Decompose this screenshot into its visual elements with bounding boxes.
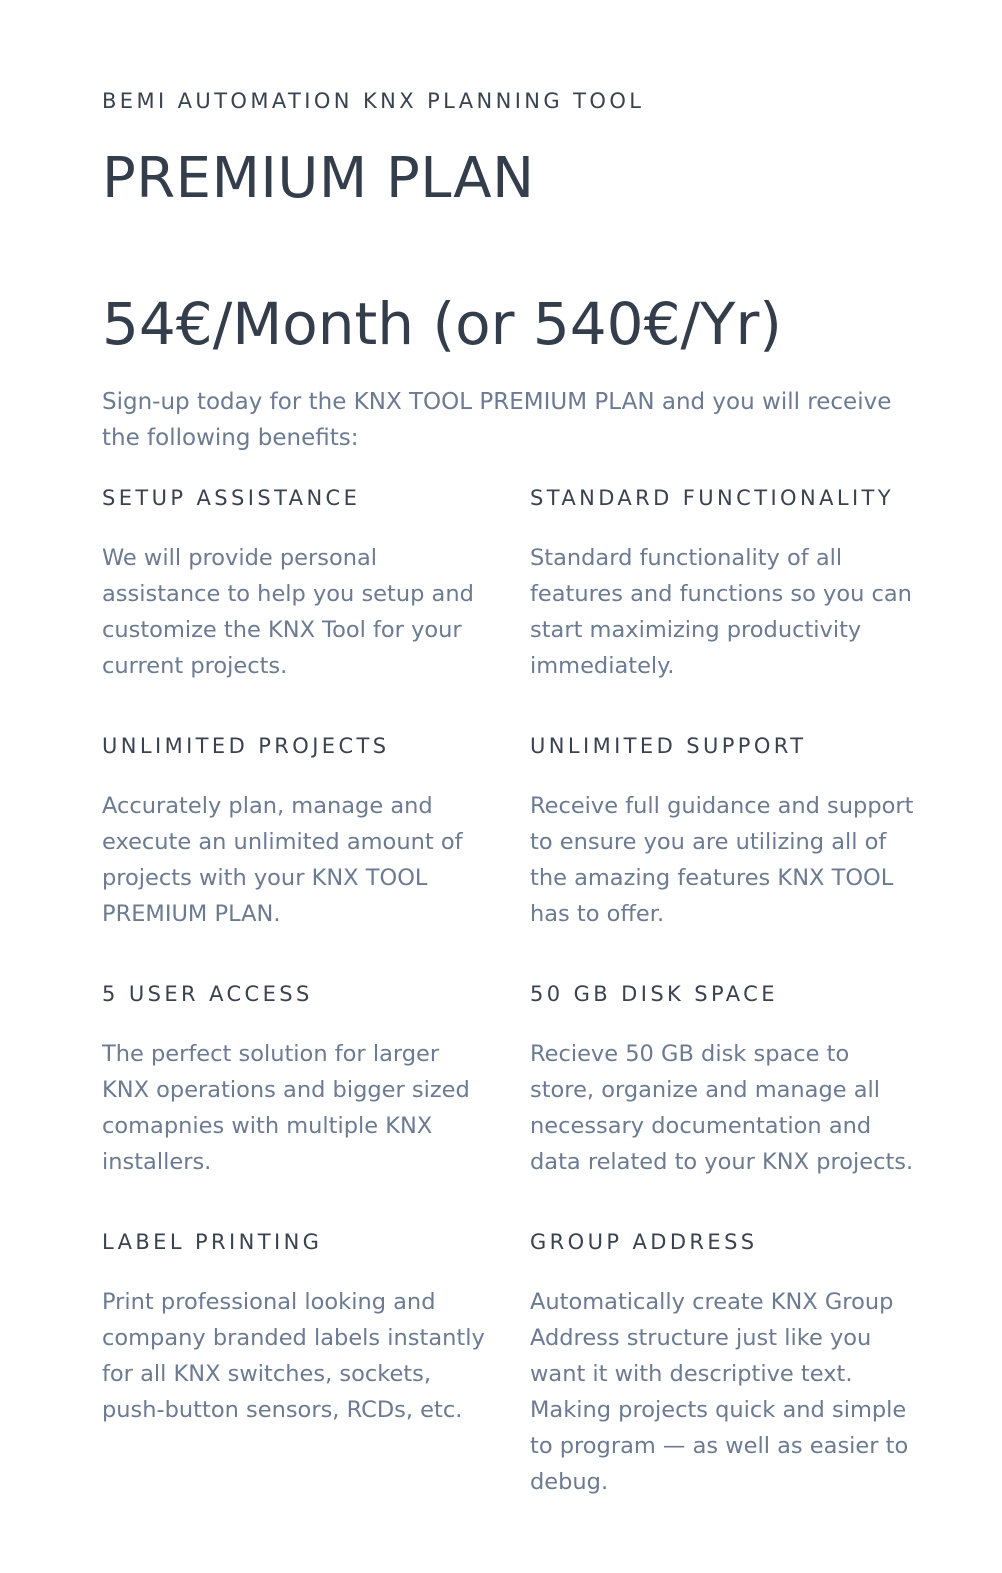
benefit-description: Automatically create KNX Group Address structure just like you want it with descriptive text. Making projects quick and simple to program — as well as easier to debug. <box>530 1289 909 1495</box>
benefit-title: GROUP ADDRESS <box>530 1230 758 1254</box>
benefit-unlimited-projects <box>102 728 492 932</box>
benefit-description: Standard functionality of all features and functions so you can start maximizing productivity immediately. <box>530 545 912 679</box>
benefit-description: We will provide personal assistance to help you setup and customize the KNX Tool for your current projects. <box>102 545 474 679</box>
benefit-disk-space <box>530 976 920 1180</box>
benefit-standard-functionality <box>530 480 920 684</box>
benefit-title: 5 USER ACCESS <box>102 982 313 1006</box>
benefit-group-address <box>530 1224 920 1500</box>
benefit-user-access <box>102 976 492 1180</box>
benefit-title: UNLIMITED SUPPORT <box>530 734 807 758</box>
benefit-description: Accurately plan, manage and execute an unlimited amount of projects with your KNX TOOL PREMIUM PLAN. <box>102 793 463 927</box>
benefit-description: Recieve 50 GB disk space to store, organize and manage all necessary documentation and data related to your KNX projects. <box>530 1041 914 1175</box>
plan-price: 54€/Month (or 540€/Yr) <box>102 290 782 358</box>
benefit-description: The perfect solution for larger KNX operations and bigger sized comapnies with multiple KNX installers. <box>102 1041 470 1175</box>
benefit-title: LABEL PRINTING <box>102 1230 323 1254</box>
benefit-title: STANDARD FUNCTIONALITY <box>530 486 895 510</box>
benefit-title: 50 GB DISK SPACE <box>530 982 778 1006</box>
benefit-unlimited-support <box>530 728 920 932</box>
product-eyebrow: BEMI AUTOMATION KNX PLANNING TOOL <box>102 89 645 113</box>
benefit-setup-assistance <box>102 480 492 684</box>
benefit-description: Print professional looking and company branded labels instantly for all KNX switches, sockets, push-button sensors, RCDs, etc. <box>102 1289 485 1423</box>
intro-text: Sign-up today for the KNX TOOL PREMIUM PLAN and you will receive the following benefits: <box>102 389 892 451</box>
benefit-description: Receive full guidance and support to ensure you are utilizing all of the amazing features KNX TOOL has to offer. <box>530 793 914 927</box>
benefit-title: SETUP ASSISTANCE <box>102 486 361 510</box>
plan-title: PREMIUM PLAN <box>102 146 535 211</box>
benefit-title: UNLIMITED PROJECTS <box>102 734 390 758</box>
benefit-label-printing <box>102 1224 492 1428</box>
